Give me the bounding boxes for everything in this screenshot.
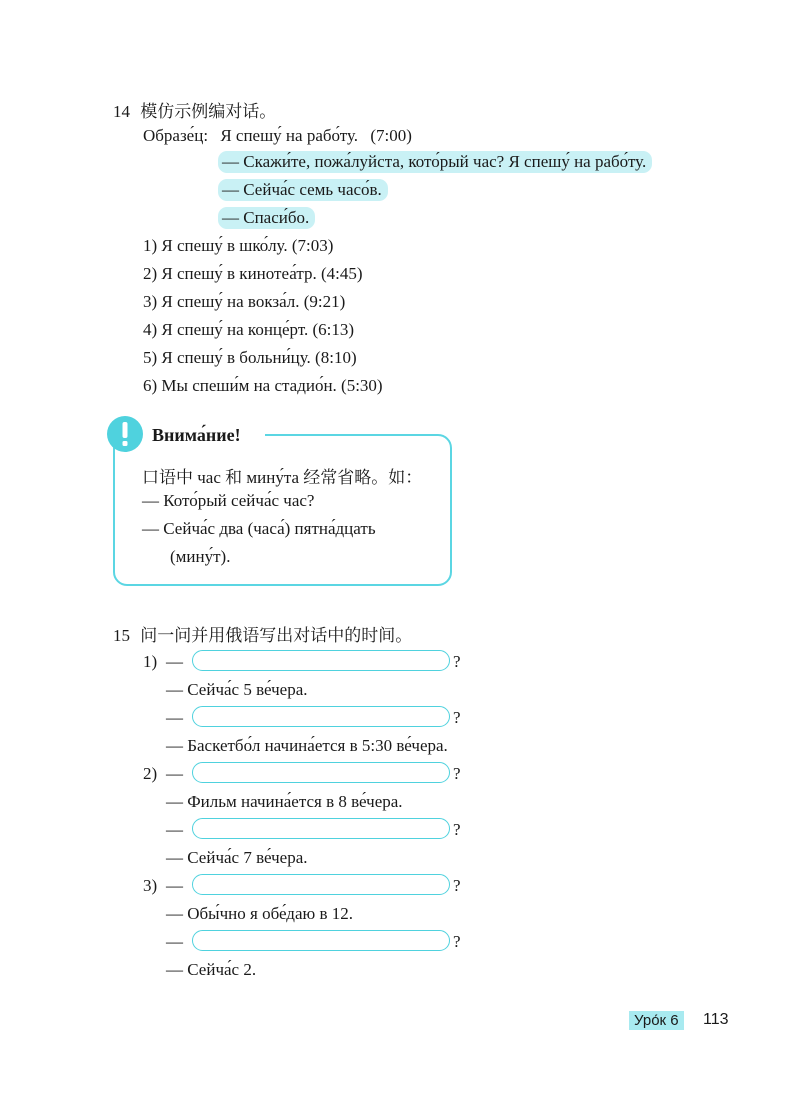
sample-dialog-line-1	[218, 152, 652, 172]
note-title: Внима́ние!	[152, 425, 241, 445]
sample-text: Я спешу́ на рабо́ту.	[220, 126, 359, 145]
exercise-number: 14	[113, 102, 130, 121]
list-item: 6) Мы спеши́м на стадио́н. (5:30)	[143, 376, 383, 395]
dialog-text: — Скажи́те, пожа́луйста, кото́рый час? Я спешу́ на рабо́ту.	[218, 151, 652, 173]
dialog-line: — Обы́чно я обе́даю в 12.	[166, 904, 353, 923]
group-label: 2)	[143, 764, 158, 783]
list-item: 4) Я спешу́ на конце́рт. (6:13)	[143, 320, 355, 339]
group-label: 3)	[143, 876, 158, 895]
question-mark: ?	[453, 652, 461, 671]
answer-blank[interactable]	[192, 874, 450, 895]
dash: —	[166, 652, 183, 671]
exercise-title: 模仿示例编对话。	[140, 102, 277, 121]
note-line: — Сейча́с два (часа́) пятна́дцать	[142, 519, 376, 538]
question-mark: ?	[453, 932, 461, 951]
sample-dialog-line-3	[218, 208, 315, 228]
list-item: 1) Я спешу́ в шко́лу. (7:03)	[143, 236, 334, 255]
question-mark: ?	[453, 764, 461, 783]
sample-dialog-line-2	[218, 180, 388, 200]
dialog-line: — Баскетбо́л начина́ется в 5:30 ве́чера.	[166, 736, 448, 755]
answer-blank[interactable]	[192, 762, 450, 783]
dash: —	[166, 876, 183, 895]
sample-label: Образе́ц:	[143, 126, 209, 145]
note-line: 口语中 час 和 мину́та 经常省略。如：	[142, 468, 423, 487]
answer-blank[interactable]	[192, 706, 450, 727]
exclamation-icon	[104, 414, 146, 454]
dialog-text: — Спаси́бо.	[218, 207, 315, 229]
dash: —	[166, 708, 183, 727]
list-item: 2) Я спешу́ в кинотеа́тр. (4:45)	[143, 264, 363, 283]
dialog-line: — Сейча́с 7 ве́чера.	[166, 848, 308, 867]
dialog-line: — Фильм начина́ется в 8 ве́чера.	[166, 792, 403, 811]
question-mark: ?	[453, 820, 461, 839]
list-item: 3) Я спешу́ на вокза́л. (9:21)	[143, 292, 346, 311]
exercise-15-heading	[113, 621, 412, 646]
page-number: 113	[703, 1011, 729, 1028]
dash: —	[166, 932, 183, 951]
answer-blank[interactable]	[192, 930, 450, 951]
exercise-title: 问一问并用俄语写出对话中的时间。	[140, 626, 413, 645]
group-label: 1)	[143, 652, 158, 671]
note-line: (мину́т).	[170, 547, 231, 566]
list-item: 5) Я спешу́ в больни́цу. (8:10)	[143, 348, 357, 367]
dash: —	[166, 820, 183, 839]
lesson-tag: Уро́к 6	[629, 1011, 684, 1030]
dash: —	[166, 764, 183, 783]
dialog-line: — Сейча́с 2.	[166, 960, 257, 979]
sample-line	[143, 126, 412, 146]
exercise-14-heading	[113, 97, 276, 122]
question-mark: ?	[453, 876, 461, 895]
dialog-line: — Сейча́с 5 ве́чера.	[166, 680, 308, 699]
question-mark: ?	[453, 708, 461, 727]
answer-blank[interactable]	[192, 818, 450, 839]
dialog-text: — Сейча́с семь часо́в.	[218, 179, 388, 201]
note-line: — Кото́рый сейча́с час?	[142, 491, 315, 510]
exercise-number: 15	[113, 626, 130, 645]
answer-blank[interactable]	[192, 650, 450, 671]
sample-time: (7:00)	[370, 126, 412, 145]
